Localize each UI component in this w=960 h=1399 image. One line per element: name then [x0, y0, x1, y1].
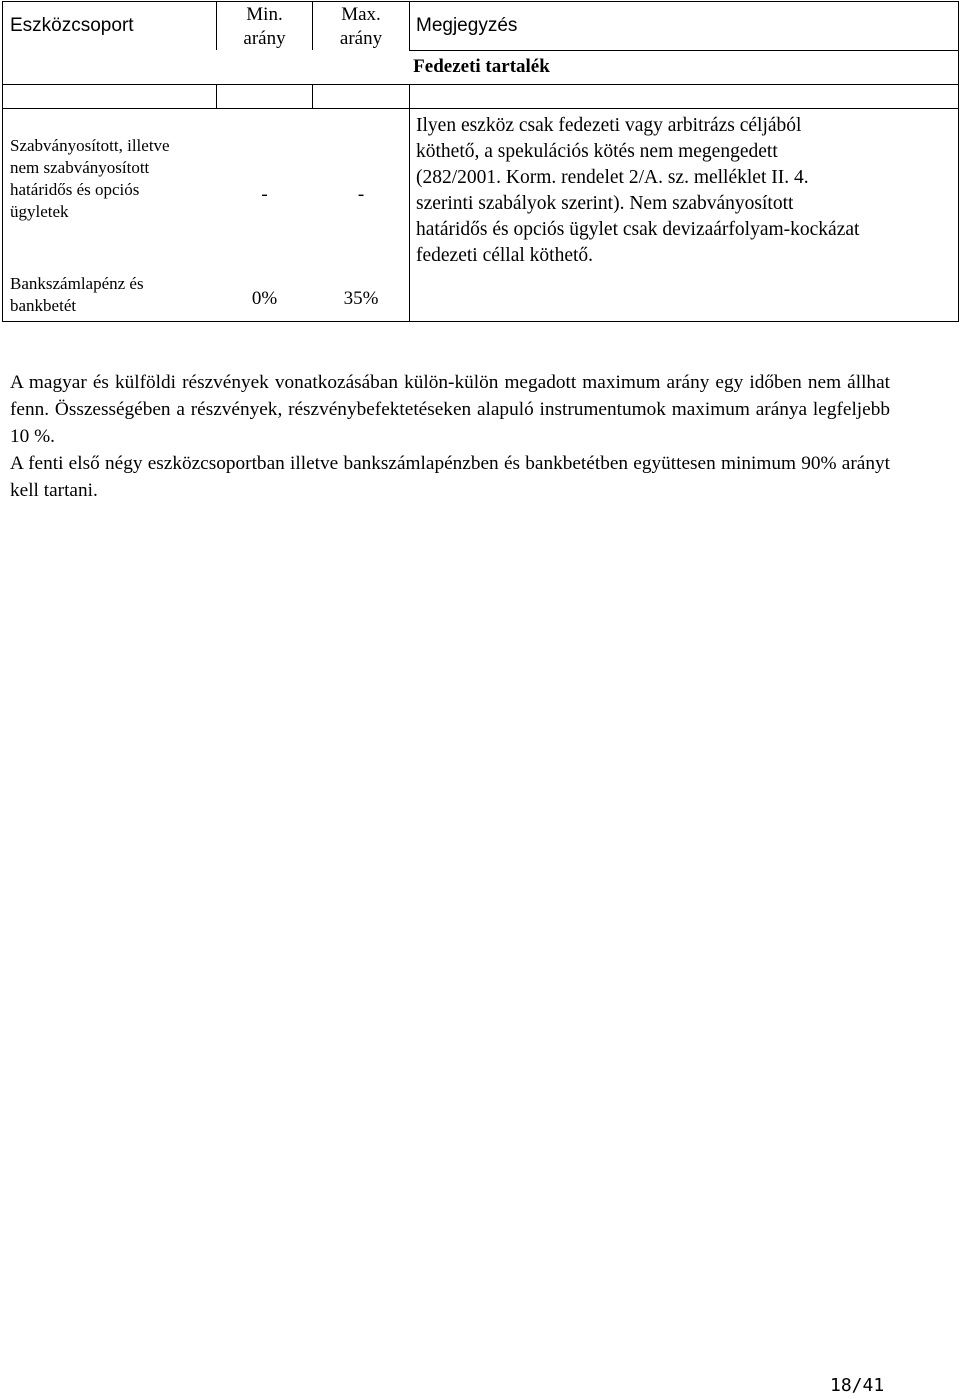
paragraph-minimum-ratio: A fenti első négy eszközcsoportban illetve bankszámlapénzben és bankbetétben együttesen minimum 90% arányt kell tartani.	[10, 453, 890, 501]
table-rule-note-header	[409, 50, 959, 51]
row-bank-deposit-label-line2: bankbetét	[10, 296, 77, 315]
header-note: Megjegyzés	[416, 15, 518, 36]
note-line-3: (282/2001. Korm. rendelet 2/A. sz. melléklet II. 4.	[416, 167, 809, 188]
header-asset-group: Eszközcsoport	[10, 15, 134, 36]
row-bank-deposit-label	[10, 273, 144, 317]
table-rule-section	[2, 84, 959, 85]
row-bank-deposit-min: 0%	[251, 288, 278, 309]
header-min-ratio	[217, 3, 312, 51]
page-number: 18/41	[830, 1375, 885, 1396]
row-derivatives-label	[10, 135, 170, 223]
header-min-line2: arány	[243, 28, 286, 49]
row-derivatives-label-line2: nem szabványosított	[10, 158, 150, 177]
row-derivatives-label-line1: Szabványosított, illetve	[10, 136, 170, 155]
table-border-left	[2, 1, 3, 322]
note-line-1: Ilyen eszköz csak fedezeti vagy arbitrázs céljából	[416, 115, 802, 136]
row-derivatives-min: -	[261, 184, 268, 205]
note-line-4: szerinti szabályok szerint). Nem szabványosított	[416, 193, 794, 214]
table-rule-col3-header	[409, 1, 410, 50]
header-min-line1: Min.	[246, 4, 283, 25]
row-derivatives-max: -	[357, 184, 365, 205]
table-rule-col3-body	[409, 84, 410, 322]
note-line-2: köthető, a spekulációs kötés nem megengedett	[416, 141, 778, 162]
table-border-bottom	[2, 321, 959, 322]
header-max-line1: Max.	[341, 4, 381, 25]
table-rule-col2-mid	[312, 84, 313, 108]
note-text	[416, 113, 859, 269]
table-border-top	[2, 1, 959, 2]
table-border-right	[958, 1, 959, 322]
table-rule-col1-mid	[216, 84, 217, 108]
section-title: Fedezeti tartalék	[413, 56, 550, 77]
table-rule-body-start	[2, 108, 959, 109]
note-line-5: határidős és opciós ügylet csak devizaárfolyam-kockázat	[416, 219, 860, 240]
row-derivatives-label-line3: határidős és opciós	[10, 180, 140, 199]
note-line-6: fedezeti céllal köthető.	[416, 245, 594, 266]
asset-allocation-table	[0, 0, 960, 322]
row-derivatives-label-line4: ügyletek	[10, 202, 69, 221]
header-max-line2: arány	[339, 28, 383, 49]
header-max-ratio	[313, 3, 409, 51]
row-bank-deposit-max: 35%	[343, 288, 379, 309]
paragraph-equity-limit: A magyar és külföldi részvények vonatkozásában külön-külön megadott maximum arány egy időben nem állhat fenn. Összességében a részvények, részvénybefektetéseken alapuló instrumentumok maximum aránya legfeljebb 10 %.	[10, 372, 890, 447]
row-bank-deposit-label-line1: Bankszámlapénz és	[10, 274, 144, 293]
